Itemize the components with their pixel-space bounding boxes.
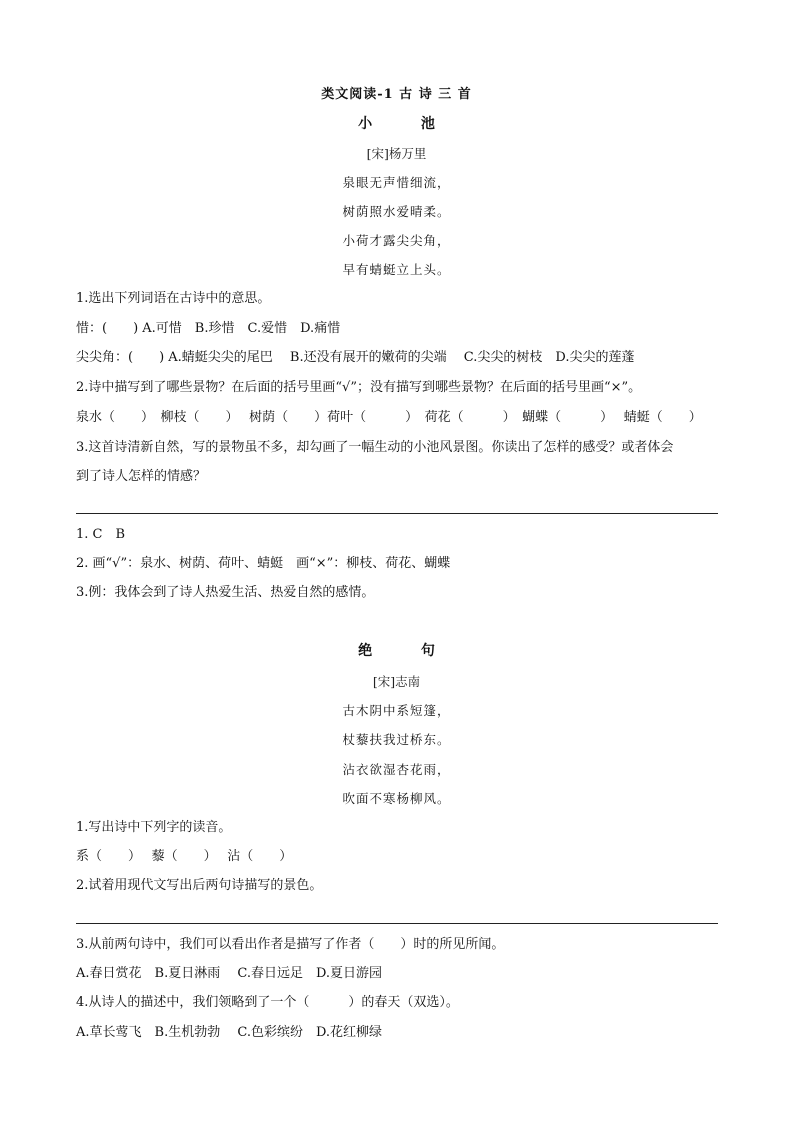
poem1-line-1: 泉眼无声惜细流， xyxy=(342,175,451,190)
poem2-question-2: 2.试着用现代文写出后两句诗描写的景色。 xyxy=(76,878,323,893)
document-title: 类文阅读-1 古 诗 三 首 xyxy=(321,87,472,102)
poem1-answer-3: 3.例：我体会到了诗人热爱生活、热爱自然的感情。 xyxy=(76,585,375,600)
poem1-question-2: 2.诗中描写到了哪些景物？在后面的括号里画“√”；没有描写到哪些景物？在后面的括号里画“×”。 xyxy=(76,380,642,395)
poem1-answer-1: 1. C B xyxy=(76,527,126,542)
poem1-question-1-a: 惜：( ) A.可惜 B.珍惜 C.爱惜 D.痛惜 xyxy=(76,321,341,336)
poem2-line-1: 古木阴中系短篷， xyxy=(342,703,451,718)
poem2-line-2: 杖藜扶我过桥东。 xyxy=(342,732,451,747)
poem1-line-3: 小荷才露尖尖角， xyxy=(342,233,451,248)
poem2-title: 绝 句 xyxy=(358,643,457,659)
poem2-line-4: 吹面不寒杨柳风。 xyxy=(342,791,451,806)
poem1-question-1-b: 尖尖角：( ) A.蜻蜓尖尖的尾巴 B.还没有展开的嫩荷的尖端 C.尖尖的树枝 D.尖尖的莲蓬 xyxy=(76,350,635,365)
poem2-question-1-items: 系（ ） 藜（ ） 沾（ ） xyxy=(76,849,293,864)
poem1-line-2: 树荫照水爱晴柔。 xyxy=(342,204,451,219)
poem2-question-3-options: A.春日赏花 B.夏日淋雨 C.春日远足 D.夏日游园 xyxy=(76,966,383,981)
poem1-question-3-line-2: 到了诗人怎样的情感？ xyxy=(76,469,207,484)
poem2-question-4: 4.从诗人的描述中，我们领略到了一个（ ）的春天（双选）。 xyxy=(76,995,459,1010)
poem1-line-4: 早有蜻蜓立上头。 xyxy=(342,262,451,277)
poem2-question-3: 3.从前两句诗中，我们可以看出作者是描写了作者（ ）时的所见所闻。 xyxy=(76,937,505,952)
answer-divider-2 xyxy=(76,923,718,924)
poem2-question-4-options: A.草长莺飞 B.生机勃勃 C.色彩缤纷 D.花红柳绿 xyxy=(76,1025,383,1040)
answer-divider-1 xyxy=(76,513,718,514)
poem1-question-2-items: 泉水（ ） 柳枝（ ） 树荫（ ）荷叶（ ） 荷花（ ） 蝴蝶（ ） 蜻蜓（ ） xyxy=(76,410,702,425)
poem1-answer-2: 2. 画“√”：泉水、树荫、荷叶、蜻蜓 画“×”：柳枝、荷花、蝴蝶 xyxy=(76,556,451,571)
poem2-line-3: 沾衣欲湿杏花雨， xyxy=(342,762,451,777)
poem1-question-3-line-1: 3.这首诗清新自然，写的景物虽不多，却勾画了一幅生动的小池风景图。你读出了怎样的感受？或者体会 xyxy=(76,440,674,455)
poem1-author: [宋]杨万里 xyxy=(366,146,427,161)
poem2-question-1: 1.写出诗中下列字的读音。 xyxy=(76,820,232,835)
poem1-question-1: 1.选出下列词语在古诗中的意思。 xyxy=(76,291,271,306)
poem2-author: [宋]志南 xyxy=(372,674,421,689)
poem1-title: 小 池 xyxy=(358,116,457,132)
